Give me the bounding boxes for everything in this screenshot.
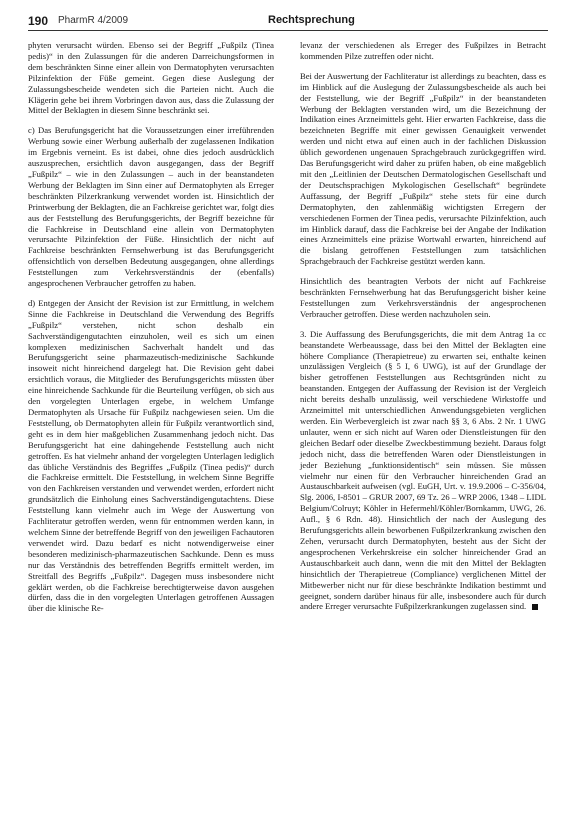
right-column [300, 40, 546, 621]
paragraph: c) Das Berufungsgericht hat die Voraussetzungen einer irreführenden Werbung sowie einer Werbung außerhalb der zugelassenen Indikation im Ergebnis verneint. Es ist dabei, ohne dies jedoch ausdrücklich auszusprechen, ersichtlich davon ausgegangen, dass der Begriff „Fußpilz“ – wie in den Zulassungen – auch in der beanstandeten Werbung der Beklagten im Sinn einer auf Dermatophyten als Erreger beschränkten Pilzerkrankung verwendet worden ist. Hinsichtlich der Printwerbung der Beklagten, die an Fachkreise gerichtet war, folgt dies aus der Feststellung des Berufungsgerichts, der Begriff bezeichne für die Fachkreise in Deutschland eine allein von Dermatophyten verursachte Pilzinfektion der Füße. Hinsichtlich der nicht auf Fachkreise beschränkten Fernsehwerbung ist das Berufungsgericht offensichtlich von derselben Bedeutung ausgegangen, ohne allerdings Feststellungen zum Verkehrsverständnis der (ebenfalls) angesprochenen Verbraucher getroffen zu haben. [28, 125, 274, 289]
paragraph: Bei der Auswertung der Fachliteratur ist allerdings zu beachten, dass es im Hinblick auf die Auslegung der Zulassungsbescheide als auch bei der Feststellung, wie der Begriff „Fußpilz“ in der beanstandeten Werbung der Beklagten verstanden wird, um die Bezeichnung der Indikation eines Arzneimittels geht. Hier erwarten Fachkreise, dass die bezeichneten Begriffe mit einer gewissen Genauigkeit verwendet werden und nicht etwa auf einen auch in der fachlichen Diskussion üblich gewordenen ungenauen Sprachgebrauch zurückgegriffen wird. Das Berufungsgericht wird daher zu prüfen haben, ob eine maßgeblich mit den „Leitlinien der Deutschen Dermatologischen Gesellschaft und der Deutschsprachigen Mykologischen Gesellschaft“ begründete Auffassung, der Begriff „Fußpilz“ stehe stets für eine durch Dermatophyten, den zahlenmäßig wichtigsten Erregern der verschiedenen Formen der Tinea pedis, verursachte Pilzinfektion, auch im Hinblick darauf, dass die Fachkreise bei der Angabe der Indikation eines Arzneimittels eine präzise Wortwahl erwarten, hinreichend auf die bislang getroffenen Feststellungen zum tatsächlichen Sprachgebrauch der Fachkreise gestützt werden kann. [300, 70, 546, 267]
header-rule [28, 30, 548, 31]
end-of-article-mark [532, 604, 538, 610]
section-title: Rechtsprechung [268, 14, 355, 26]
page-number: 190 [28, 14, 49, 28]
page-header [28, 14, 548, 34]
paragraph: d) Entgegen der Ansicht der Revision ist zur Ermittlung, in welchem Sinne die Fachkreise in Deutschland die Verwendung des Begriffs „Fußpilz“ verstehen, nicht schon deshalb ein Sachverständigengutachten einzuholen, weil es sich um einen komplexen medizinischen Sachverhalt handelt und das Berufungsgericht seine pharmazeutisch-medizinische Sachkunde insoweit nicht hinreichend dargelegt hat. Die Revision geht dabei ersichtlich voraus, die Mitglieder des Berufungsgerichts müssten über eine hinreichende Sachkunde für die Beurteilung verfügen, ob sich aus den vorgelegten Unterlagen ergebe, in welchem Umfange Dermatophyten als Ursache für Fußpilz nachgewiesen seien. Um die Feststellung, ob Dermatophyten allein für Fußpilz verantwortlich sind, geht es in dem hier maßgeblichen Zusammenhang jedoch nicht. Das Berufungsgericht hat eine dahingehende Feststellung auch nicht getroffen. Es hat vielmehr anhand der vorgelegten Unterlagen lediglich das übliche Verständnis des Begriffes „Fußpilz (Tinea pedis)“ durch die Fachkreise ermittelt. Die Feststellung, in welchem Sinne Begriffe von den Fachkreisen verstanden und verwendet werden, erfordert nicht grundsätzlich die Einholung eines Sachverständigengutachtens. Diese Feststellung kann vielmehr auch im Wege der Auswertung von Fachliteratur getroffen werden, wenn für entnommen werden kann, in welchem Sinne der betreffende Begriff von den jeweiligen Fachautoren verwendet wird. Dazu bedarf es nicht notwendigerweise einer besonderen medizinisch-pharmazeutischen Sachkunde. Denn es muss nur das Verständnis des betreffenden Begriffs ermittelt werden, im Streitfall des Begriffs „Fußpilz“. Dagegen muss insbesondere nicht geklärt werden, ob die Fachkreise berechtigterweise davon ausgehen dürfen, dass die in den vorgelegten Unterlagen getroffenen Aussagen über die klinische Re- [28, 297, 274, 614]
paragraph: Hinsichtlich des beantragten Verbots der nicht auf Fachkreise beschränkten Fernsehwerbung hat das Berufungsgericht bisher keine Feststellungen zum Verkehrsverständnis der angesprochenen Verbraucher getroffen. Diese werden nachzuholen sein. [300, 276, 546, 319]
paragraph-last [300, 329, 546, 613]
paragraph: phyten verursacht würden. Ebenso sei der Begriff „Fußpilz (Tinea pedis)“ in den Zulassungen für die anderen Darreichungsformen in dem beschränkten Sinne einer allein von Dermatophyten verursachten Pilzinfektion der Füße gemeint. Gegen diese Auslegung der Zulassungsbescheide wendeten sich die Parteien nicht. Auch die Klägerin gehe bei ihrem Vorbringen davon aus, dass die Zulassung der Mittel der Beklagten in diesem Sinne beschränkt sei. [28, 40, 274, 116]
paragraph-text: 3. Die Auffassung des Berufungsgerichts, die mit dem Antrag 1a cc beanstandete Werbeaussage, dass bei den Mittel der Beklagten eine höhere Compliance (Therapietreue) zu erwarten sei, enthalte keinen unzulässigen Vergleich (§ 5 I, 6 UWG), ist auf der Grundlage der bisher getroffenen Feststellungen aus Rechtsgründen nicht zu beanstanden. Entgegen der Auffassung der Revision ist der Vergleich nicht bereits deshalb unzulässig, weil verschiedene Wirkstoffe und Arzneimittel mit unterschiedlichen Anwendungsgebieten verglichen werden. Ein Werbevergleich ist zwar nach §§ 3, 6 Abs. 2 Nr. 1 UWG unlauter, wenn er sich nicht auf Waren oder Dienstleistungen für den gleichen Bedarf oder dieselbe Zweckbestimmung bezieht. Daraus folgt jedoch nicht, dass die betreffenden Waren oder Dienstleistungen in jeder Beziehung „funktionsidentisch“ sein müssen. Sie müssen vielmehr nur einen für den Verbraucher hinreichenden Grad an Austauschbarkeit aufweisen (vgl. EuGH, Urt. v. 19.9.2006 – C-356/04, Slg. 2006, I-8501 – GRUR 2007, 69 Tz. 26 – WRP 2006, 1348 – LIDL Belgium/Colruyt; Köhler in Hefermehl/Köhler/Bornkamm, UWG, 26. Aufl., § 6 Rdn. 48). Hinsichtlich der nach der Auslegung des Berufungsgerichts allein beworbenen Fußpilzerkrankung zwischen den Zehen, verursacht durch Dermatophyten, besteht aus der Sicht der angesprochenen Verkehrskreise ein solcher hinreichender Grad an Austauschbarkeit auch dann, wenn die mit den Mittel der Beklagten hinsichtlich der Therapietreue (Compliance) verglichenen Mittel der Mitbewerber nicht nur für diese beschränkte Indikation bestimmt und geeignet, sondern darüber hinaus für alle, insbesondere auch für durch andere Erreger verursachte Fußpilzerkrankungen zugelassen sind. [300, 328, 546, 612]
paragraph: levanz der verschiedenen als Erreger des Fußpilzes in Betracht kommenden Pilze zutreffen oder nicht. [300, 40, 546, 61]
journal-name: PharmR 4/2009 [58, 15, 129, 26]
left-column [28, 40, 274, 623]
